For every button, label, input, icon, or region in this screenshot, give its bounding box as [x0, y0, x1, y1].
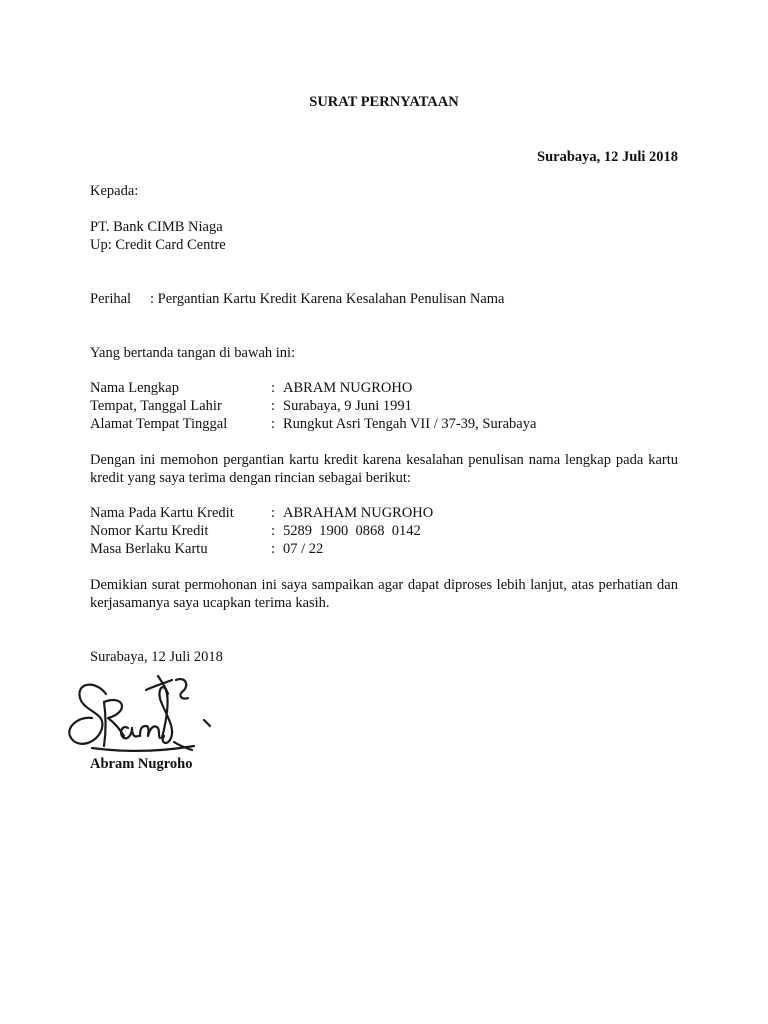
identity-separator: :: [271, 398, 276, 414]
subject-label: Perihal: [90, 291, 132, 307]
recipient-attention: Up: Credit Card Centre: [90, 237, 226, 253]
closing-paragraph: Demikian surat permohonan ini saya sampaikan agar dapat diproses lebih lanjut, atas perhatian dan kerjasamanya saya ucapkan terima kasih.: [90, 577, 678, 611]
signatory-name: Abram Nugroho: [90, 756, 193, 772]
card-detail-value: 07 / 22: [283, 541, 324, 557]
card-detail-separator: :: [271, 523, 276, 539]
identity-separator: :: [271, 416, 276, 432]
identity-separator: :: [271, 380, 276, 396]
handwritten-signature: [62, 672, 222, 760]
recipient-salutation: Kepada:: [90, 183, 139, 199]
identity-label: Nama Lengkap: [90, 380, 179, 396]
recipient-company: PT. Bank CIMB Niaga: [90, 219, 223, 235]
card-detail-label: Nomor Kartu Kredit: [90, 523, 209, 539]
letter-title: SURAT PERNYATAAN: [309, 94, 459, 110]
card-detail-separator: :: [271, 505, 276, 521]
intro-text: Yang bertanda tangan di bawah ini:: [90, 345, 296, 361]
footer-date: Surabaya, 12 Juli 2018: [90, 649, 223, 665]
identity-value: ABRAM NUGROHO: [283, 380, 413, 396]
identity-label: Alamat Tempat Tinggal: [90, 416, 228, 432]
card-detail-separator: :: [271, 541, 276, 557]
header-date: Surabaya, 12 Juli 2018: [537, 149, 678, 165]
request-paragraph: Dengan ini memohon pergantian kartu kredit karena kesalahan penulisan nama lengkap pada kartu kredit yang saya terima dengan rincian sebagai berikut:: [90, 452, 678, 486]
identity-value: Surabaya, 9 Juni 1991: [283, 398, 412, 414]
card-detail-label: Masa Berlaku Kartu: [90, 541, 208, 557]
card-detail-value: ABRAHAM NUGROHO: [283, 505, 434, 521]
subject-text: : Pergantian Kartu Kredit Karena Kesalahan Penulisan Nama: [150, 291, 505, 307]
identity-value: Rungkut Asri Tengah VII / 37-39, Surabaya: [283, 416, 537, 432]
identity-label: Tempat, Tanggal Lahir: [90, 398, 222, 414]
card-number-value: 5289 1900 0868 0142: [283, 523, 421, 539]
card-detail-label: Nama Pada Kartu Kredit: [90, 505, 234, 521]
